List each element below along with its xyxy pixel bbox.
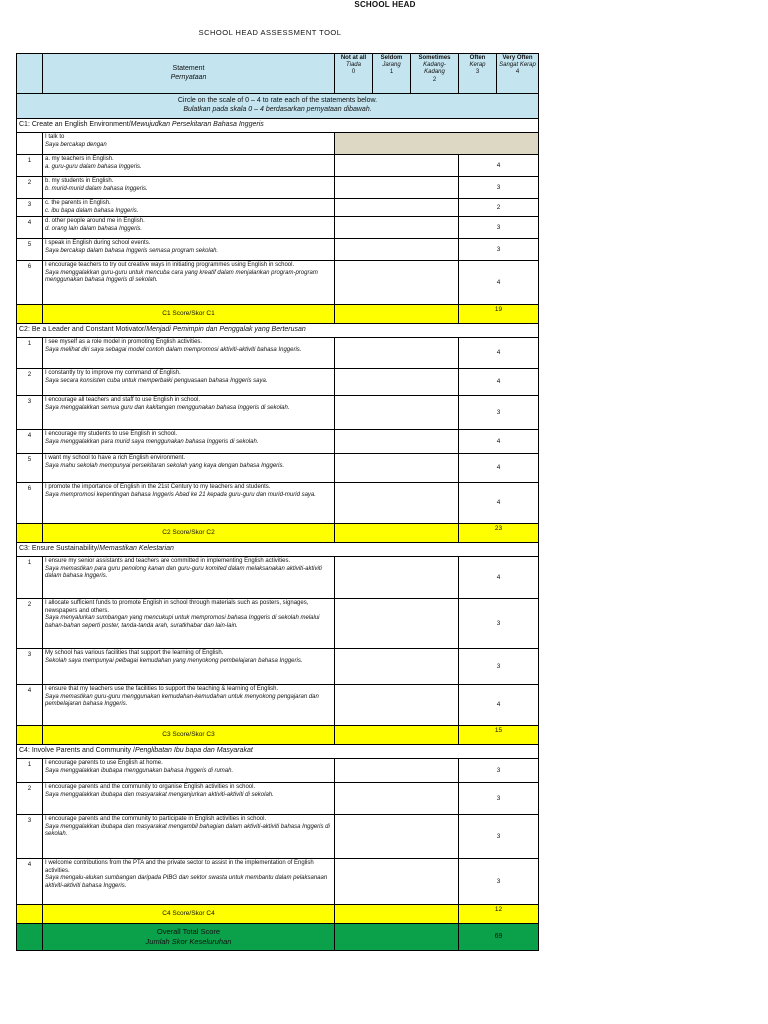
statement-score[interactable]: 4 [459, 454, 539, 483]
c2-statement-row [17, 369, 539, 396]
statement-text [43, 483, 335, 524]
assessment-table [16, 53, 539, 951]
statement-ms: Saya mahu sekolah mempunyai persekitaran sekolah yang kaya dengan bahasa Inggeris. [45, 462, 285, 469]
statement-ms: Saya menggalakkan ibubapa dan masyarakat menganjurkan aktiviti-aktiviti di sekolah. [45, 791, 274, 798]
statement-ms: Saya menggalakkan ibubapa menggunakan bahasa Inggeris di rumah. [45, 767, 234, 774]
scale-3-ms: Kerap [469, 62, 486, 69]
statement-text [43, 649, 335, 685]
statement-score[interactable]: 3 [459, 815, 539, 859]
c1-subtotal-value: 19 [459, 305, 539, 324]
section-heading-c2 [17, 324, 539, 338]
statement-ms: Saya mengalu-alukan sumbangan daripada PIBG dan sektor swasta untuk membantu dalam pelaksanaan aktiviti-aktiviti bahasa Inggeris. [45, 875, 328, 889]
c3-subtotal-value: 15 [459, 726, 539, 745]
c1-intro-row [17, 133, 539, 155]
statement-number: 6 [17, 483, 43, 524]
statement-text [43, 338, 335, 369]
scale-header-3 [459, 54, 497, 94]
overall-total-value: 69 [459, 924, 539, 951]
c3-heading-ms: Memastikan Kelestarian [99, 545, 174, 553]
c2-statement-row [17, 483, 539, 524]
scale-3-en: Often [469, 55, 486, 61]
statement-en: I encourage parents and the community to participate in English activities in school. [45, 816, 267, 822]
section-heading-c4 [17, 745, 539, 759]
c3-subtotal-row [17, 726, 539, 745]
c3-statement-row [17, 557, 539, 599]
statement-score[interactable]: 4 [459, 261, 539, 305]
c1-statement-row [17, 199, 539, 217]
statement-text [43, 859, 335, 905]
statement-ms: Saya melihat diri saya sebagai model contoh dalam mempromosi aktiviti-aktiviti bahasa Inggeris. [45, 346, 302, 353]
statement-text [43, 815, 335, 859]
statement-score[interactable]: 4 [459, 155, 539, 177]
statement-score[interactable]: 4 [459, 557, 539, 599]
statement-score[interactable]: 3 [459, 217, 539, 239]
statement-en: I welcome contributions from the PTA and the private sector to assist in the implementation of English activities. [45, 860, 314, 874]
statement-number: 3 [17, 199, 43, 217]
c2-heading-en: C2: Be a Leader and Constant Motivator/ [19, 326, 147, 334]
c3-statement-row [17, 599, 539, 649]
statement-header-en: Statement [172, 64, 205, 72]
statement-number: 4 [17, 859, 43, 905]
statement-en: My school has various facilities that support the learning of English. [45, 650, 224, 656]
statement-number: 2 [17, 177, 43, 199]
c1-statement-row [17, 239, 539, 261]
statement-ms: b. murid-murid dalam bahasa Inggeris. [45, 185, 148, 192]
c3-statement-row [17, 649, 539, 685]
statement-header-ms: Pernyataan [170, 73, 207, 81]
statement-en: c. the parents in English. [45, 200, 111, 206]
c2-subtotal-label: C2 Score/Skor C2 [43, 524, 335, 543]
c1-subtotal-row [17, 305, 539, 324]
statement-score[interactable]: 3 [459, 649, 539, 685]
statement-ms: Saya memastikan guru-guru menggunakan kemudahan-kemudahan untuk menyokong pengajaran dan pembelajaran bahasa Inggeris. [45, 693, 319, 707]
instructions-row [17, 94, 539, 119]
statement-en: I encourage teachers to try out creative ways in initiating programmes using English in school. [45, 262, 295, 268]
statement-en: I promote the importance of English in the 21st Century to my teachers and students. [45, 484, 271, 490]
scale-2-en: Sometimes [418, 55, 451, 61]
c1-statement-row [17, 261, 539, 305]
statement-en: I allocate sufficient funds to promote English in school through materials such as posters, signages, newspapers and others. [45, 600, 309, 614]
statement-number: 3 [17, 815, 43, 859]
statement-number: 1 [17, 338, 43, 369]
statement-score[interactable]: 4 [459, 338, 539, 369]
statement-ms: d. orang lain dalam bahasa Inggeris. [45, 225, 143, 232]
statement-score[interactable]: 4 [459, 483, 539, 524]
statement-text [43, 217, 335, 239]
scale-header-2 [411, 54, 459, 94]
c2-statement-row [17, 430, 539, 454]
statement-score[interactable]: 3 [459, 396, 539, 430]
statement-score[interactable]: 3 [459, 599, 539, 649]
statement-en: I ensure that my teachers use the facilities to support the teaching & learning of English. [45, 686, 279, 692]
scale-0-en: Not at all [340, 55, 367, 61]
instructions-cell [17, 94, 539, 119]
statement-number: 1 [17, 557, 43, 599]
statement-number: 2 [17, 369, 43, 396]
statement-score[interactable]: 4 [459, 430, 539, 454]
statement-text [43, 783, 335, 815]
scale-header-1 [373, 54, 411, 94]
c4-statement-row [17, 815, 539, 859]
statement-ms: Saya menggalakkan ibubapa dan masyarakat mengambil bahagian dalam aktiviti-aktiviti bahasa Inggeris di sekolah. [45, 823, 330, 837]
instructions-en: Circle on the scale of 0 – 4 to rate each of the statements below. [177, 97, 378, 105]
statement-text [43, 369, 335, 396]
c1-intro-en: I talk to [45, 134, 65, 140]
c4-statement-row [17, 783, 539, 815]
scale-0-ms: Tiada [346, 62, 361, 69]
statement-number: 3 [17, 396, 43, 430]
statement-number: 4 [17, 430, 43, 454]
header-number-cell [17, 54, 43, 94]
scale-2-value: 2 [432, 76, 437, 83]
c1-statement-row [17, 177, 539, 199]
statement-en: I ensure my senior assistants and teachers are committed in implementing English activities. [45, 558, 291, 564]
statement-en: I see myself as a role model in promoting English activities. [45, 339, 203, 345]
c2-subtotal-value: 23 [459, 524, 539, 543]
statement-text [43, 759, 335, 783]
c1-heading-ms: Mewujudkan Persekitaran Bahasa Inggeris [130, 121, 264, 129]
overall-total-label-ms: Jumlah Skor Keseluruhan [145, 937, 232, 946]
c4-heading-ms: Penglibatan Ibu bapa dan Masyarakat [134, 747, 253, 755]
statement-text [43, 430, 335, 454]
statement-ms: Saya menyalurkan sumbangan yang mencukupi untuk mempromosi bahasa Inggeris di sekolah melalui bahan-bahan seperti poster, tanda-tanda arah, suratkhabar dan lain-lain. [45, 615, 320, 629]
statement-ms: Saya menggalakkan para murid saya menggunakan bahasa Inggeris di sekolah. [45, 438, 259, 445]
column-header-row [17, 54, 539, 94]
statement-en: b. my students in English. [45, 178, 114, 184]
statement-en: I constantly try to improve my command of English. [45, 370, 181, 376]
c4-statement-row [17, 859, 539, 905]
scale-1-en: Seldom [380, 55, 403, 61]
statement-score[interactable]: 3 [459, 859, 539, 905]
c4-statement-row [17, 759, 539, 783]
statement-score[interactable]: 2 [459, 199, 539, 217]
statement-ms: Saya menggalakkan guru-guru untuk mencuba cara yang kreatif dalam menjalankan program-program menggunakan bahasa Inggeris di sekolah. [45, 269, 318, 283]
overall-total-label-en: Overall Total Score [156, 927, 221, 937]
scale-4-value: 4 [515, 69, 520, 76]
c4-subtotal-value: 12 [459, 905, 539, 924]
c4-subtotal-row [17, 905, 539, 924]
overall-total-row [17, 924, 539, 951]
c1-intro-statement [43, 133, 335, 155]
statement-ms: Saya mempromosi kepentingan bahasa Inggeris Abad ke 21 kepada guru-guru dan murid-murid saya. [45, 491, 316, 498]
c4-subtotal-label: C4 Score/Skor C4 [43, 905, 335, 924]
statement-en: I encourage all teachers and staff to use English in school. [45, 397, 200, 403]
statement-text [43, 177, 335, 199]
c1-intro-score-cell [335, 133, 539, 155]
scale-header-0 [335, 54, 373, 94]
scale-header-4 [497, 54, 539, 94]
c2-subtotal-row [17, 524, 539, 543]
statement-en: a. my teachers in English. [45, 156, 114, 162]
statement-ms: Sekolah saya mempunyai pelbagai kemudahan yang menyokong pembelajaran bahasa Inggeris. [45, 657, 303, 664]
statement-text [43, 199, 335, 217]
statement-text [43, 239, 335, 261]
statement-text [43, 155, 335, 177]
c1-subtotal-label: C1 Score/Skor C1 [43, 305, 335, 324]
statement-score[interactable]: 3 [459, 759, 539, 783]
statement-number: 2 [17, 599, 43, 649]
statement-number: 6 [17, 261, 43, 305]
c1-statement-row [17, 155, 539, 177]
statement-score[interactable]: 3 [459, 239, 539, 261]
c4-heading-en: C4: Involve Parents and Community / [19, 747, 135, 755]
c3-subtotal-label: C3 Score/Skor C3 [43, 726, 335, 745]
statement-score[interactable]: 4 [459, 369, 539, 396]
statement-en: I speak in English during school events. [45, 240, 151, 246]
statement-text [43, 599, 335, 649]
statement-score[interactable]: 3 [459, 177, 539, 199]
statement-en: I encourage parents and the community to organise English activities in school. [45, 784, 256, 790]
statement-text [43, 396, 335, 430]
scale-1-ms: Jarang [382, 62, 401, 69]
statement-number: 5 [17, 239, 43, 261]
c3-heading-en: C3: Ensure Sustainability/ [19, 545, 100, 553]
c2-heading-ms: Menjadi Pemimpin dan Penggalak yang Berterusan [146, 326, 306, 334]
statement-text [43, 685, 335, 726]
statement-score[interactable]: 3 [459, 783, 539, 815]
statement-ms: Saya menggalakkan semua guru dan kakitangan menggunakan bahasa Inggeris di sekolah. [45, 404, 290, 411]
statement-ms: Saya memastikan para guru penolong kanan dan guru-guru komited dalam melaksanakan aktiviti-aktiviti dalam bahasa Inggeris. [45, 565, 322, 579]
document-title: SCHOOL HEAD [354, 0, 416, 9]
assessment-tool-title: SCHOOL HEAD ASSESSMENT TOOL [198, 28, 342, 37]
c2-statement-row [17, 338, 539, 369]
statement-ms: Saya bercakap dalam bahasa Inggeris semasa program sekolah. [45, 247, 219, 254]
statement-ms: a. guru-guru dalam bahasa Inggeris. [45, 163, 142, 170]
statement-text [43, 557, 335, 599]
scale-4-ms: Sangat Kerap [499, 62, 536, 69]
c3-statement-row [17, 685, 539, 726]
statement-ms: c. ibu bapa dalam bahasa Inggeris. [45, 207, 139, 214]
statement-text [43, 454, 335, 483]
statement-en: d. other people around me in English. [45, 218, 145, 224]
statement-en: I encourage parents to use English at home. [45, 760, 163, 766]
statement-number: 1 [17, 155, 43, 177]
scale-2-ms: Kadang-Kadang [423, 62, 446, 76]
scale-0-value: 0 [351, 69, 356, 76]
statement-number: 4 [17, 685, 43, 726]
instructions-ms: Bulatkan pada skala 0 – 4 berdasarkan pernyataan dibawah. [183, 106, 372, 113]
section-heading-c1 [17, 119, 539, 133]
c2-statement-row [17, 396, 539, 430]
scale-1-value: 1 [389, 69, 394, 76]
statement-number: 2 [17, 783, 43, 815]
statement-ms: Saya secara konsisten cuba untuk memperbaiki penguasaan bahasa Inggeris saya. [45, 377, 268, 384]
statement-en: I want my school to have a rich English environment. [45, 455, 186, 461]
statement-header [43, 54, 335, 94]
section-heading-c3 [17, 543, 539, 557]
overall-total-label [43, 924, 335, 951]
statement-score[interactable]: 4 [459, 685, 539, 726]
statement-number: 5 [17, 454, 43, 483]
c1-statement-row [17, 217, 539, 239]
statement-text [43, 261, 335, 305]
statement-number: 4 [17, 217, 43, 239]
c1-intro-ms: Saya bercakap dengan [45, 141, 107, 148]
scale-4-en: Very Often [502, 55, 533, 61]
c2-statement-row [17, 454, 539, 483]
statement-number: 3 [17, 649, 43, 685]
statement-en: I encourage my students to use English in school. [45, 431, 178, 437]
statement-number: 1 [17, 759, 43, 783]
c1-heading-en: C1: Create an English Environment/ [19, 121, 131, 129]
scale-3-value: 3 [475, 69, 480, 76]
